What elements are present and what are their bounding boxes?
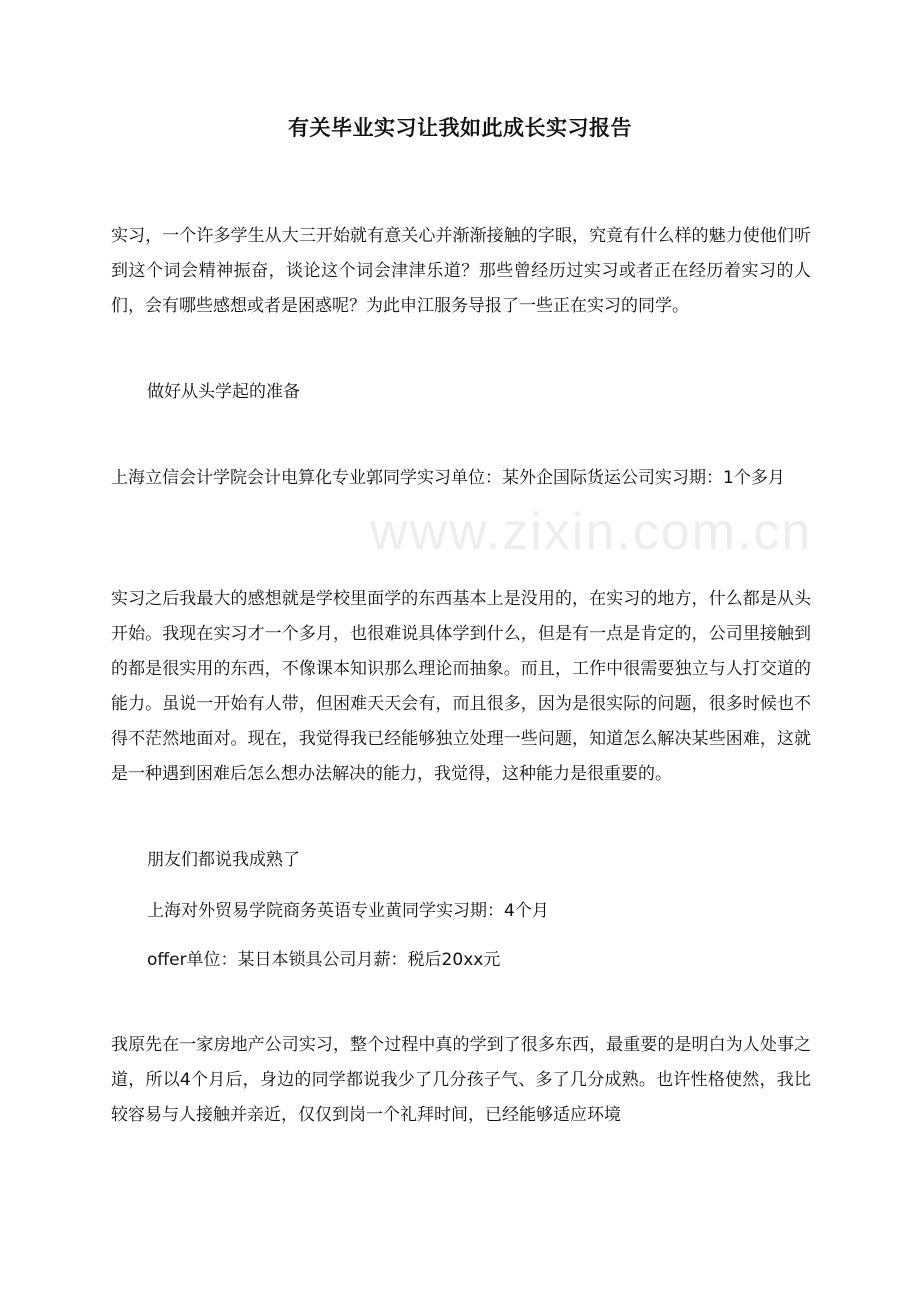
student1-paragraph: 实习之后我最大的感想就是学校里面学的东西基本上是没用的，在实习的地方，什么都是从头开始。我现在实习才一个多月，也很难说具体学到什么，但是有一点是肯定的，公司里接触到的都是很实用的东西，不像课本知识那么理论而抽象。而且，工作中很需要独立与人打交道的能力。虽说一开始有人带，但困难天天会有，而且很多，因为是很实际的问题，很多时候也不得不茫然地面对。现在，我觉得我已经能够独立处理一些问题，知道怎么解决某些困难，这就是一种遇到困难后怎么想办法解决的能力，我觉得，这种能力是很重要的。 <box>111 589 811 784</box>
section-heading-prepare: 做好从头学起的准备 <box>147 382 300 402</box>
section-heading-mature: 朋友们都说我成熟了 <box>147 850 300 870</box>
student2-paragraph: 我原先在一家房地产公司实习，整个过程中真的学到了很多东西，最重要的是明白为人处事之道，所以4个月后，身边的同学都说我少了几分孩子气、多了几分成熟。也许性格使然，我比较容易与人接触并亲近，仅仅到岗一个礼拜时间，已经能够适应环境 <box>111 1035 811 1125</box>
intro-paragraph: 实习，一个许多学生从大三开始就有意关心并渐渐接触的字眼，究竟有什么样的魅力使他们听到这个词会精神振奋，谈论这个词会津津乐道？那些曾经历过实习或者正在经历着实习的人们，会有哪些感想或者是困惑呢？为此申江服务导报了一些正在实习的同学。 <box>111 226 811 316</box>
watermark: www.zixin.com.cn <box>370 503 813 561</box>
student2-info: 上海对外贸易学院商务英语专业黄同学实习期：4个月 <box>147 901 549 921</box>
document-title: 有关毕业实习让我如此成长实习报告 <box>288 116 632 140</box>
student1-info: 上海立信会计学院会计电算化专业郭同学实习单位：某外企国际货运公司实习期：1个多月 <box>111 468 785 488</box>
student2-offer: offer单位：某日本锁具公司月薪：税后20xx元 <box>147 950 501 970</box>
